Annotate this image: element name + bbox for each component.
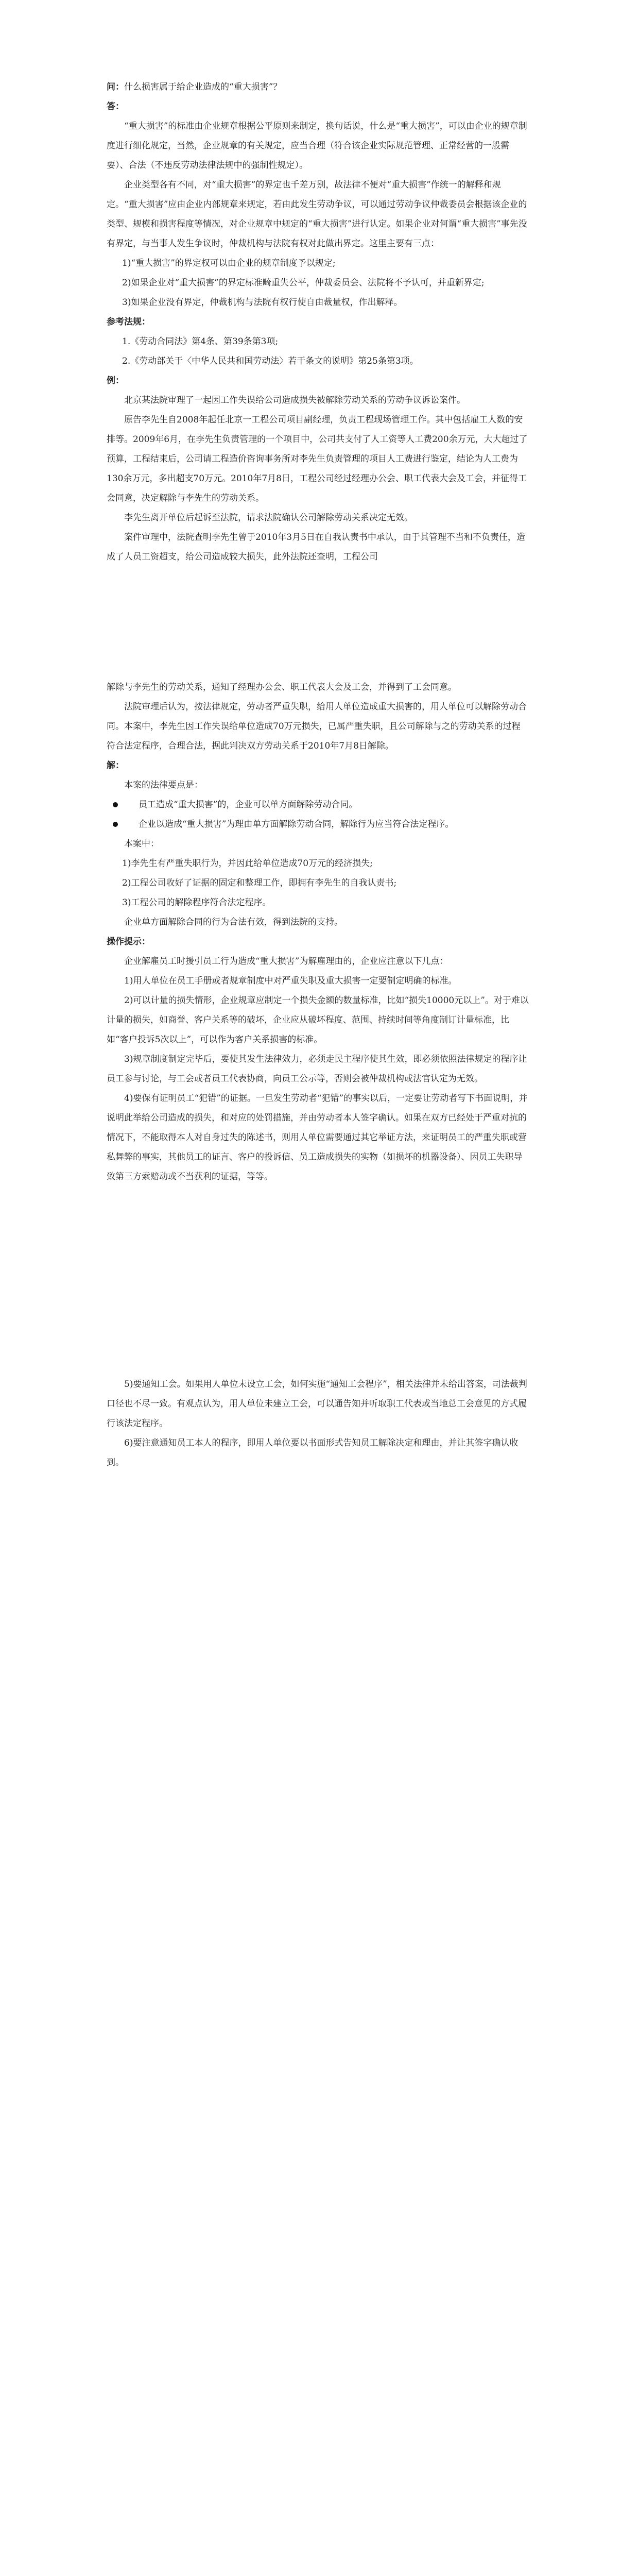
answer-paragraph-2: 企业类型各有不同，对“重大损害”的界定也千差万别，故法律不便对“重大损害”作统一的解释和规定。“重大损害”应由企业内部规章来规定，若由此发生劳动争议，可以通过劳动争议仲裁委员会根据该企业的类型、规模和损害程度等情况，对企业规章中规定的“重大损害”进行认定。如果企业对何谓“重大损害”事先没有界定，与当事人发生争议时，仲裁机构与法院有权对此做出界定。这里主要有三点： — [107, 180, 527, 249]
example-paragraph-5: 法院审理后认为，按法律规定，劳动者严重失职，给用人单位造成重大损害的，用人单位可以解除劳动合同。本案中，李先生因工作失误给单位造成70万元损失，已属严重失职，且公司解除与之的劳动关系的过程符合法定程序，合理合法，据此判决双方劳动关系于2010年7月8日解除。 — [107, 702, 527, 751]
example-continuation: 解除与李先生的劳动关系，通知了经理办公会、职工代表大会及工会，并得到了工会同意。 — [107, 682, 457, 692]
example-paragraph-4: 案件审理中，法院查明李先生曾于2010年3月5日在自我认责书中承认，由于其管理不当和不负责任，造成了人员工资超支，给公司造成较大损失，此外法院还查明，工程公司 — [107, 532, 525, 562]
tip-2: 2)可以计量的损失情形，企业规章应制定一个损失金额的数量标准，比如“损失10000元以上”。对于难以计量的损失，如商誉、客户关系等的破坏，企业应从破坏程度、范围、持续时间等角度制订计量标准，比如“客户投诉5次以上”，可以作为客户关系损害的标准。 — [107, 995, 529, 1045]
example-paragraph-2: 原告李先生自2008年起任北京一工程公司项目副经理，负责工程现场管理工作。其中包括雇工人数的安排等。2009年6月，在李先生负责管理的一个项目中，公司共支付了人工资等人工费200余万元，大大超过了预算，工程结束后，公司请工程造价咨询事务所对李先生负责管理的项目人工费进行鉴定，结论为人工费为130余万元，多出超支70万元。2010年7月8日，工程公司经过经理办公会、职工代表大会及工会，并征得工会同意，决定解除与李先生的劳动关系。 — [107, 415, 528, 503]
case-point-2: 2)工程公司收好了证据的固定和整理工作，即拥有李先生的自我认责书; — [122, 878, 397, 888]
example-paragraph-1: 北京某法院审理了一起因工作失误给公司造成损失被解除劳动关系的劳动争议诉讼案件。 — [124, 395, 465, 405]
bullet-icon — [113, 802, 118, 807]
case-point-3: 3)工程公司的解除程序符合法定程序。 — [122, 897, 271, 908]
answer-label: 答： — [107, 101, 124, 112]
tips-label: 操作提示： — [107, 937, 150, 947]
tip-1: 1)用人单位在员工手册或者规章制度中对严重失职及重大损害一定要制定明确的标准。 — [124, 976, 457, 986]
tip-3: 3)规章制度制定完毕后，要使其发生法律效力，必须走民主程序使其生效，即必须依照法律规定的程序让员工参与讨论，与工会或者员工代表协商，向员工公示等，否则会被仲裁机构或法官认定为无效。 — [107, 1054, 527, 1084]
answer-paragraph-1: “重大损害”的标准由企业规章根据公平原则来制定，换句话说，什么是“重大损害”，可以由企业的规章制度进行细化规定，当然，企业规章的有关规定，应当合理（符合该企业实际规范管理、正常经营的一般需要）、合法（不违反劳动法律法规中的强制性规定）。 — [107, 121, 527, 171]
case-conclusion: 企业单方面解除合同的行为合法有效，得到法院的支持。 — [124, 917, 343, 927]
analysis-label: 解： — [107, 760, 124, 771]
bullet-icon — [113, 822, 118, 827]
case-point-1: 1)李先生有严重失职行为，并因此给单位造成70万元的经济损失; — [122, 858, 373, 869]
tip-4: 4)要保有证明员工“犯错”的证据。一旦发生劳动者“犯错”的事实以后，一定要让劳动者写下书面说明，并说明此举给公司造成的损失，和对应的处罚措施，并由劳动者本人签字确认。如果在双方已经处于严重对抗的情况下，不能取得本人对自身过失的陈述书，则用人单位需要通过其它举证方法，来证明员工的严重失职或营私舞弊的事实，其他员工的证言、客户的投诉信、员工造成损失的实物（如损坏的机器设备）、因员工失职导致第三方索赔动或不当获利的证据，等等。 — [107, 1093, 528, 1182]
tips-intro: 企业解雇员工时援引员工行为造成“重大损害”为解雇理由的，企业应注意以下几点： — [124, 956, 448, 967]
ref-1: 1.《劳动合同法》第4条、第39条第3项; — [122, 336, 279, 347]
blank-gap — [107, 1187, 529, 1375]
analysis-intro: 本案的法律要点是： — [124, 780, 203, 790]
answer-point-3: 3)如果企业没有界定，仲裁机构与法院有权行使自由裁量权，作出解释。 — [122, 297, 403, 308]
question: 问：什么损害属于给企业造成的“重大损害”？ — [107, 82, 282, 92]
case-label: 本案中： — [124, 839, 159, 849]
example-paragraph-3: 李先生离开单位后起诉至法院，请求法院确认公司解除劳动关系决定无效。 — [124, 513, 413, 523]
tip-5: 5)要通知工会。如果用人单位未设立工会，如何实施“通知工会程序”，相关法律并未给出答案，司法裁判口径也不尽一致。有观点认为，用人单位未建立工会，可以通告知并听取职工代表或当地总工会意见的方式履行该法定程序。 — [107, 1379, 527, 1429]
tip-6: 6)要注意通知员工本人的程序，即用人单位要以书面形式告知员工解除决定和理由，并让其签字确认收到。 — [107, 1438, 519, 1468]
analysis-bullet-2: 企业以造成“重大损害”为理由单方面解除劳动合同，解除行为应当符合法定程序。 — [107, 815, 529, 834]
blank-gap — [107, 567, 529, 677]
answer-point-2: 2)如果企业对“重大损害”的界定标准畸重失公平，仲裁委员会、法院将不予认可，并重新界定; — [122, 278, 485, 288]
ref-2: 2.《劳动部关于〈中华人民共和国劳动法〉若干条文的说明》第25条第3项。 — [122, 356, 419, 366]
refs-label: 参考法规： — [107, 317, 150, 327]
analysis-bullet-1: 员工造成“重大损害”的，企业可以单方面解除劳动合同。 — [107, 795, 529, 815]
document-body — [107, 77, 529, 1472]
answer-point-1: 1)“重大损害”的界定权可以由企业的规章制度予以规定; — [122, 258, 336, 268]
example-label: 例： — [107, 376, 124, 386]
